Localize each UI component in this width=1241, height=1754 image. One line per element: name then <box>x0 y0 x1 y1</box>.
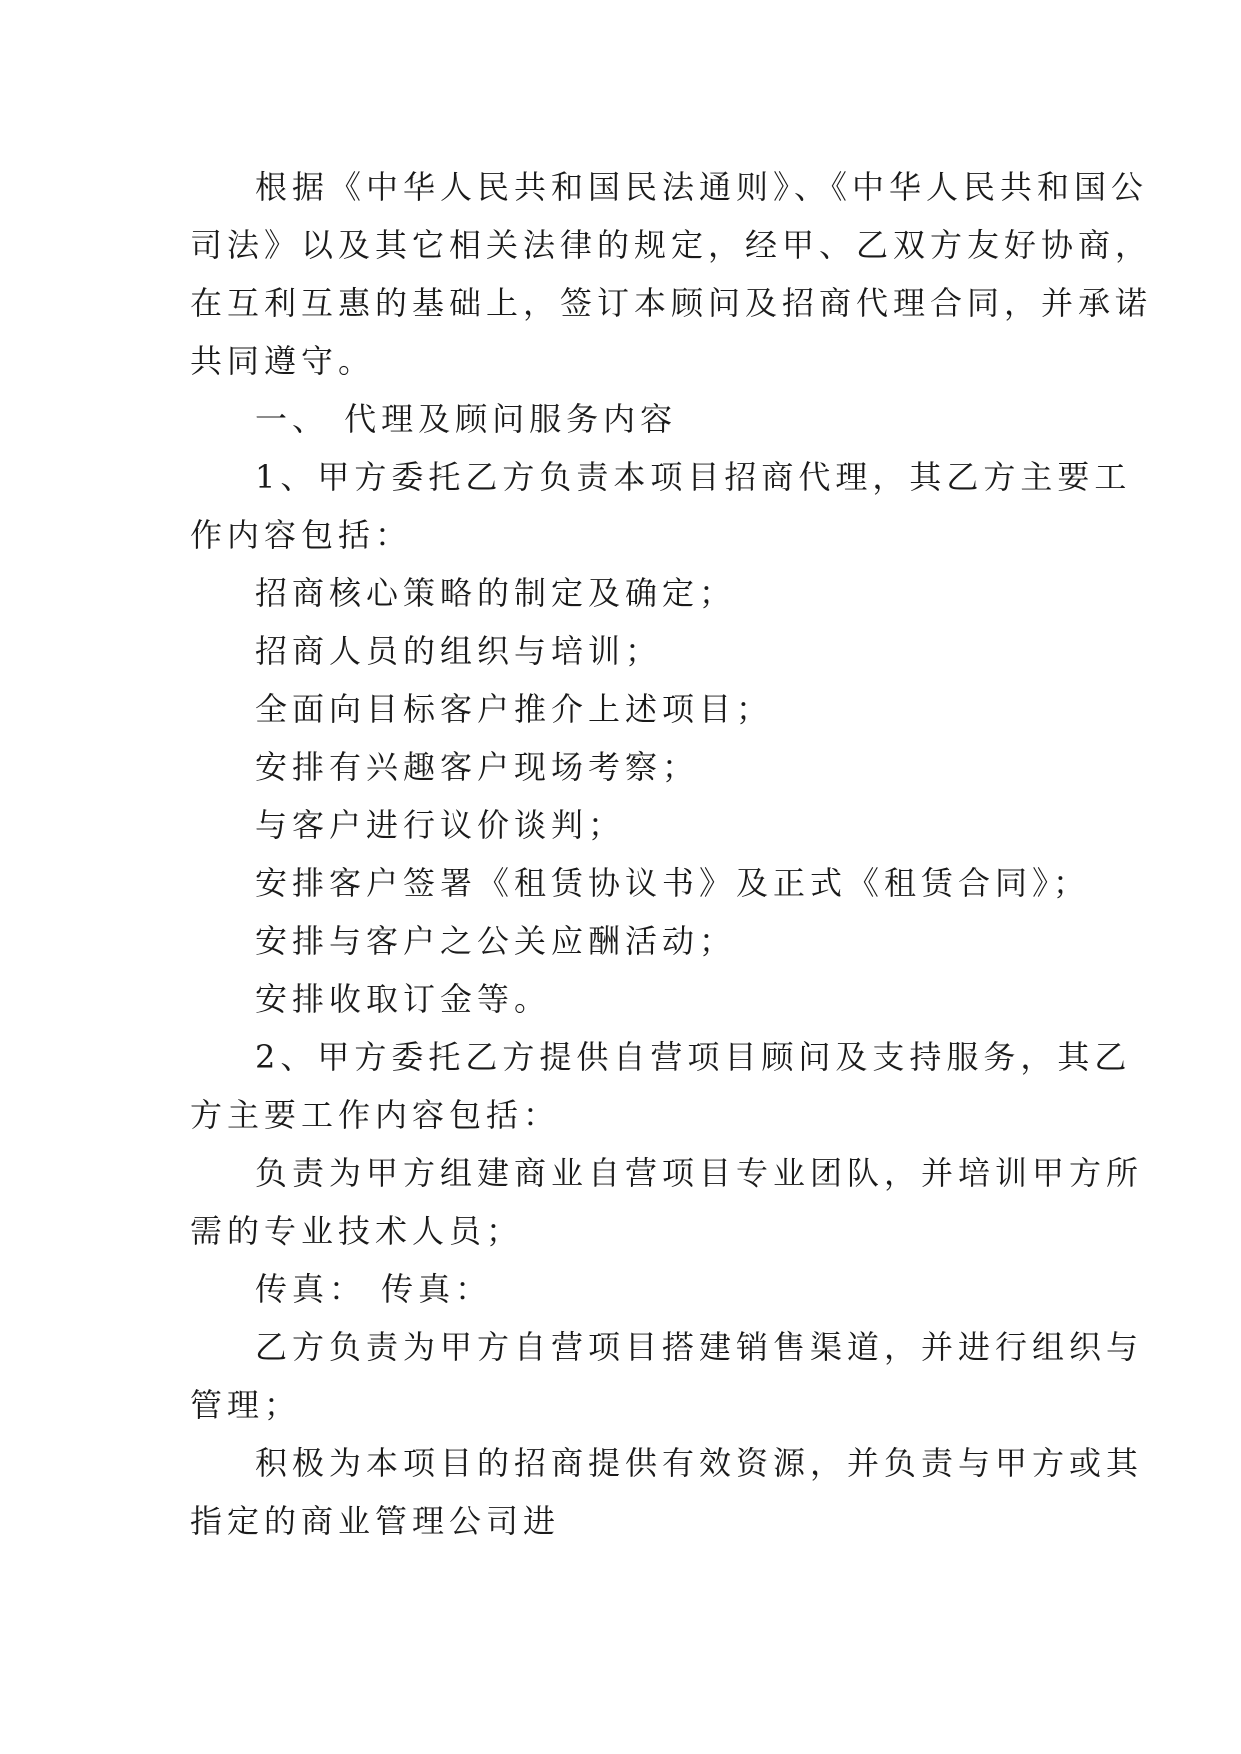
fax-line: 传真： 传真： <box>255 1270 493 1308</box>
paragraph-intro-line: 根据《中华人民共和国民法通则》、《中华人民共和国公 <box>255 168 1149 206</box>
list-item: 指定的商业管理公司进 <box>190 1502 561 1540</box>
paragraph-intro-line: 共同遵守。 <box>190 342 376 380</box>
list-item: 需的专业技术人员； <box>190 1212 524 1250</box>
list-item: 乙方负责为甲方自营项目搭建销售渠道，并进行组织与 <box>255 1328 1144 1366</box>
list-item: 负责为甲方组建商业自营项目专业团队，并培训甲方所 <box>255 1154 1144 1192</box>
clause-2-line: 2、甲方委托乙方提供自营项目顾问及支持服务，其乙 <box>255 1038 1132 1076</box>
paragraph-intro-line: 在互利互惠的基础上，签订本顾问及招商代理合同，并承诺 <box>190 284 1153 322</box>
list-item: 安排有兴趣客户现场考察； <box>255 748 700 786</box>
section-heading: 一、 代理及顾问服务内容 <box>255 400 678 438</box>
list-item: 安排与客户之公关应酬活动； <box>255 922 737 960</box>
list-item: 与客户进行议价谈判； <box>255 806 626 844</box>
clause-2-line: 方主要工作内容包括： <box>190 1096 561 1134</box>
list-item: 管理； <box>190 1386 302 1424</box>
clause-1-line: 作内容包括： <box>190 516 413 554</box>
clause-1-line: 1、甲方委托乙方负责本项目招商代理，其乙方主要工 <box>255 458 1132 496</box>
list-item: 安排客户签署《租赁协议书》及正式《租赁合同》； <box>255 864 1091 902</box>
paragraph-intro-line: 司法》以及其它相关法律的规定，经甲、乙双方友好协商， <box>190 226 1153 264</box>
list-item: 招商核心策略的制定及确定； <box>255 574 737 612</box>
list-item: 招商人员的组织与培训； <box>255 632 663 670</box>
list-item: 积极为本项目的招商提供有效资源，并负责与甲方或其 <box>255 1444 1144 1482</box>
list-item: 全面向目标客户推介上述项目； <box>255 690 774 728</box>
list-item: 安排收取订金等。 <box>255 980 552 1018</box>
